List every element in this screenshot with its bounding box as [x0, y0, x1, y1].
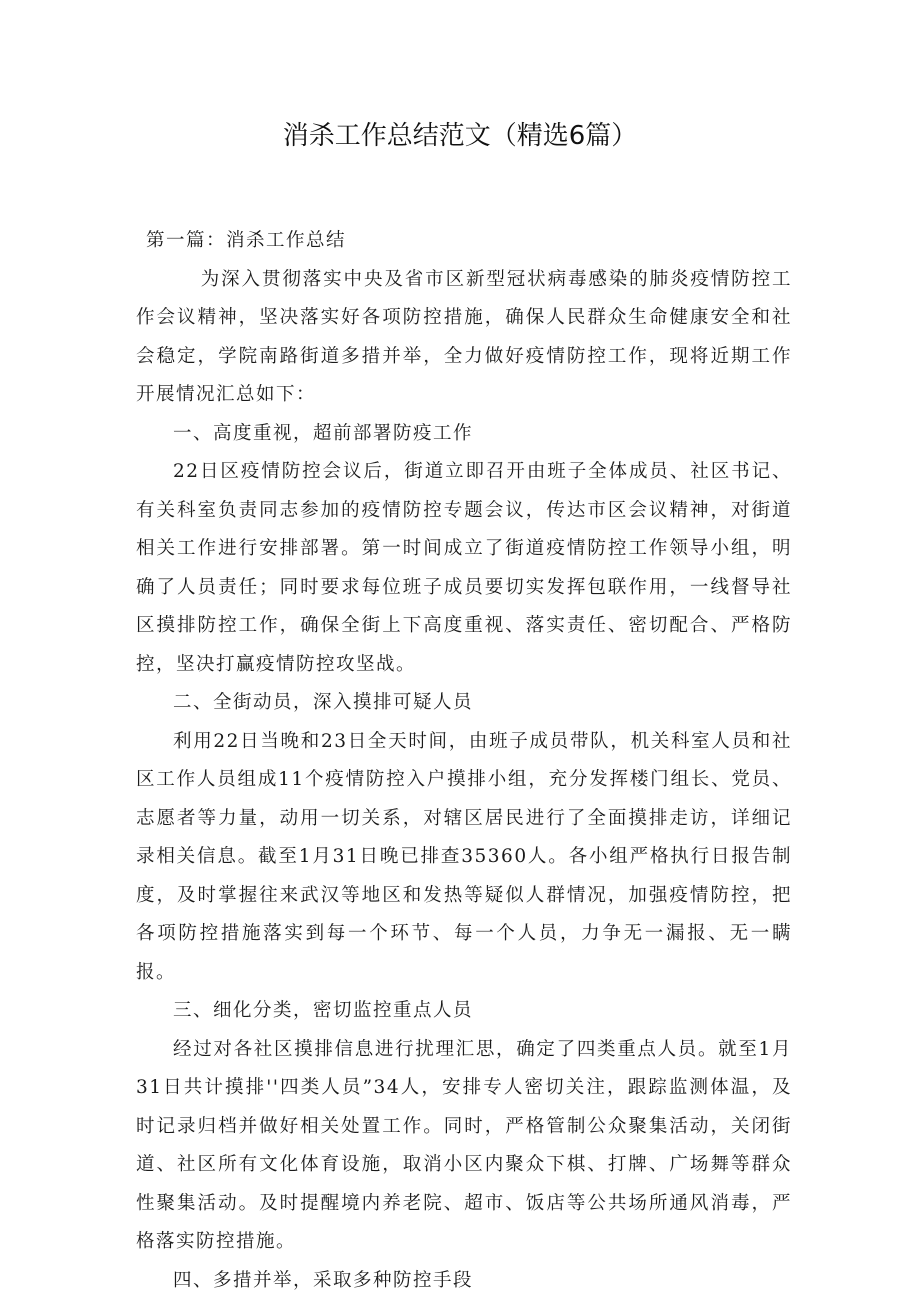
heading-2: 二、全街动员，深入摸排可疑人员 — [173, 692, 474, 713]
heading-4: 四、多措并举，采取多种防控手段 — [173, 1269, 474, 1291]
heading-1: 一、高度重视，超前部署防疫工作 — [173, 422, 474, 444]
intro-paragraph: 为深入贯彻落实中央及省市区新型冠状病毒感染的肺炎疫情防控工作会议精神，坚决落实好各项防控措施，确保人民群众生命健康安全和社会稳定，学院南路街道多措并举，全力做好疫情防控工作，现将近期工作开展情况汇总如下： — [136, 268, 792, 405]
heading-3: 三、细化分类，密切监控重点人员 — [173, 1000, 474, 1021]
paragraph-3: 经过对各社区摸排信息进行扰理汇思，确定了四类重点人员。就至1月31日共计摸排''四类人员”34人，安排专人密切关注，跟踪监测体温，及时记录归档并做好相关处置工作。同时，严格管制公众聚集活动，关闭街道、社区所有文化体育设施，取消小区内聚众下棋、打牌、广场舞等群众性聚集活动。及时提醒境内养老院、超市、饭店等公共场所通风消毒，严格落实防控措施。 — [136, 1038, 792, 1252]
paragraph-1: 22日区疫情防控会议后，街道立即召开由班子全体成员、社区书记、有关科室负责同志参加的疫情防控专题会议，传达市区会议精神，对街道相关工作进行安排部署。第一时间成立了街道疫情防控工作领导小组，明确了人员责任；同时要求每位班子成员要切实发挥包联作用，一线督导社区摸排防控工作，确保全街上下高度重视、落实责任、密切配合、严格防控，坚决打赢疫情防控攻坚战。 — [136, 461, 792, 675]
paragraph-2: 利用22日当晚和23日全天时间，由班子成员带队，机关科室人员和社区工作人员组成11个疫情防控入户摸排小组，充分发挥楼门组长、党员、志愿者等力量，动用一切关系，对辖区居民进行了全面摸排走访，详细记录相关信息。截至1月31日晚已排查35360人。各小组严格执行日报告制度，及时掌握往来武汉等地区和发热等疑似人群情况，加强疫情防控，把各项防控措施落实到每一个环节、每一个人员，力争无一漏报、无一瞒报。 — [136, 730, 792, 983]
document-body — [136, 222, 792, 1300]
section-title: 第一篇：消杀工作总结 — [146, 230, 347, 251]
document-title: 消杀工作总结范文（精选6篇） — [282, 121, 638, 151]
